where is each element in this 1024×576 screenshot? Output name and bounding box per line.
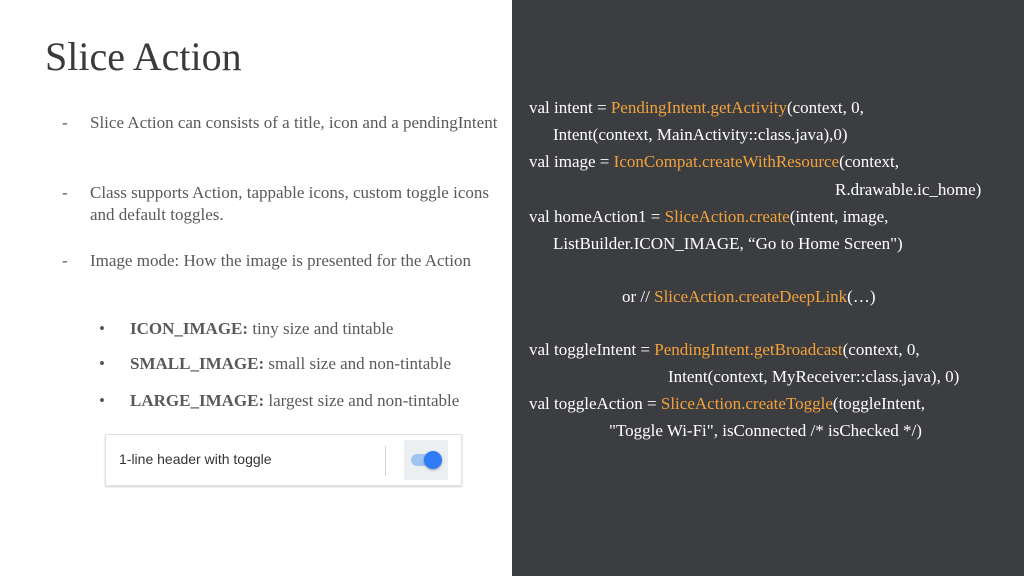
mockup-toggle-area [404, 440, 448, 480]
bullet-dot: • [99, 391, 105, 410]
code-line [668, 367, 959, 387]
bullet-text: Image mode: How the image is presented for the Action [90, 251, 471, 270]
image-mode-description: small size and non-tintable [264, 354, 452, 373]
code-method: SliceAction.createToggle [660, 394, 833, 413]
code-text: Intent(context, MyReceiver::class.java), 0) [668, 367, 960, 386]
slide-title: Slice Action [45, 34, 242, 79]
mockup-divider [385, 446, 386, 476]
bullet-dash: - [62, 113, 68, 132]
code-line [529, 207, 888, 227]
image-mode-description: tiny size and tintable [248, 319, 394, 338]
code-text: (intent, image, [789, 207, 889, 226]
code-text: val toggleIntent = [529, 340, 655, 359]
code-panel [512, 0, 1024, 576]
code-line [553, 234, 903, 254]
bullet-dot: • [99, 319, 105, 338]
image-mode-name: ICON_IMAGE: [130, 319, 249, 338]
bullet-dot: • [99, 354, 105, 373]
code-text: ListBuilder.ICON_IMAGE, “Go to Home Screen") [553, 234, 903, 253]
code-method: PendingIntent.getActivity [610, 98, 787, 117]
code-line [553, 125, 848, 145]
code-line [529, 152, 899, 172]
code-text: (toggleIntent, [832, 394, 925, 413]
code-line [835, 180, 981, 200]
code-text: val toggleAction = [529, 394, 661, 413]
code-line [609, 421, 922, 441]
code-method: PendingIntent.getBroadcast [654, 340, 843, 359]
code-method: SliceAction.createDeepLink [654, 287, 848, 306]
code-text: (context, 0, [842, 340, 920, 359]
code-line [622, 287, 876, 307]
code-line [529, 98, 864, 118]
image-mode-description: largest size and non-tintable [264, 391, 460, 410]
mockup-header-label: 1-line header with toggle [119, 451, 272, 467]
code-text: (context, 0, [786, 98, 864, 117]
bullet-dash: - [62, 183, 68, 202]
code-line [529, 394, 925, 414]
code-text: (…) [847, 287, 876, 306]
code-text: (context, [839, 152, 900, 171]
code-text: val intent = [529, 98, 611, 117]
code-method: IconCompat.createWithResource [613, 152, 840, 171]
code-method: SliceAction.create [664, 207, 790, 226]
slice-header-mockup [105, 434, 462, 486]
code-text: val image = [529, 152, 614, 171]
code-text: val homeAction1 = [529, 207, 665, 226]
bullet-dash: - [62, 251, 68, 270]
code-text: "Toggle Wi-Fi", isConnected /* isChecked */) [609, 421, 922, 440]
image-mode-name: LARGE_IMAGE: [130, 391, 265, 410]
code-text: R.drawable.ic_home) [835, 180, 982, 199]
image-mode-name: SMALL_IMAGE: [130, 354, 265, 373]
bullet-text: Class supports Action, tappable icons, custom toggle icons and default toggles. [90, 183, 489, 224]
code-text: Intent(context, MainActivity::class.java),0) [553, 125, 848, 144]
code-text: or // [622, 287, 655, 306]
toggle-knob[interactable] [424, 451, 442, 469]
bullet-text: Slice Action can consists of a title, icon and a pendingIntent [90, 113, 498, 132]
code-line [529, 340, 920, 360]
